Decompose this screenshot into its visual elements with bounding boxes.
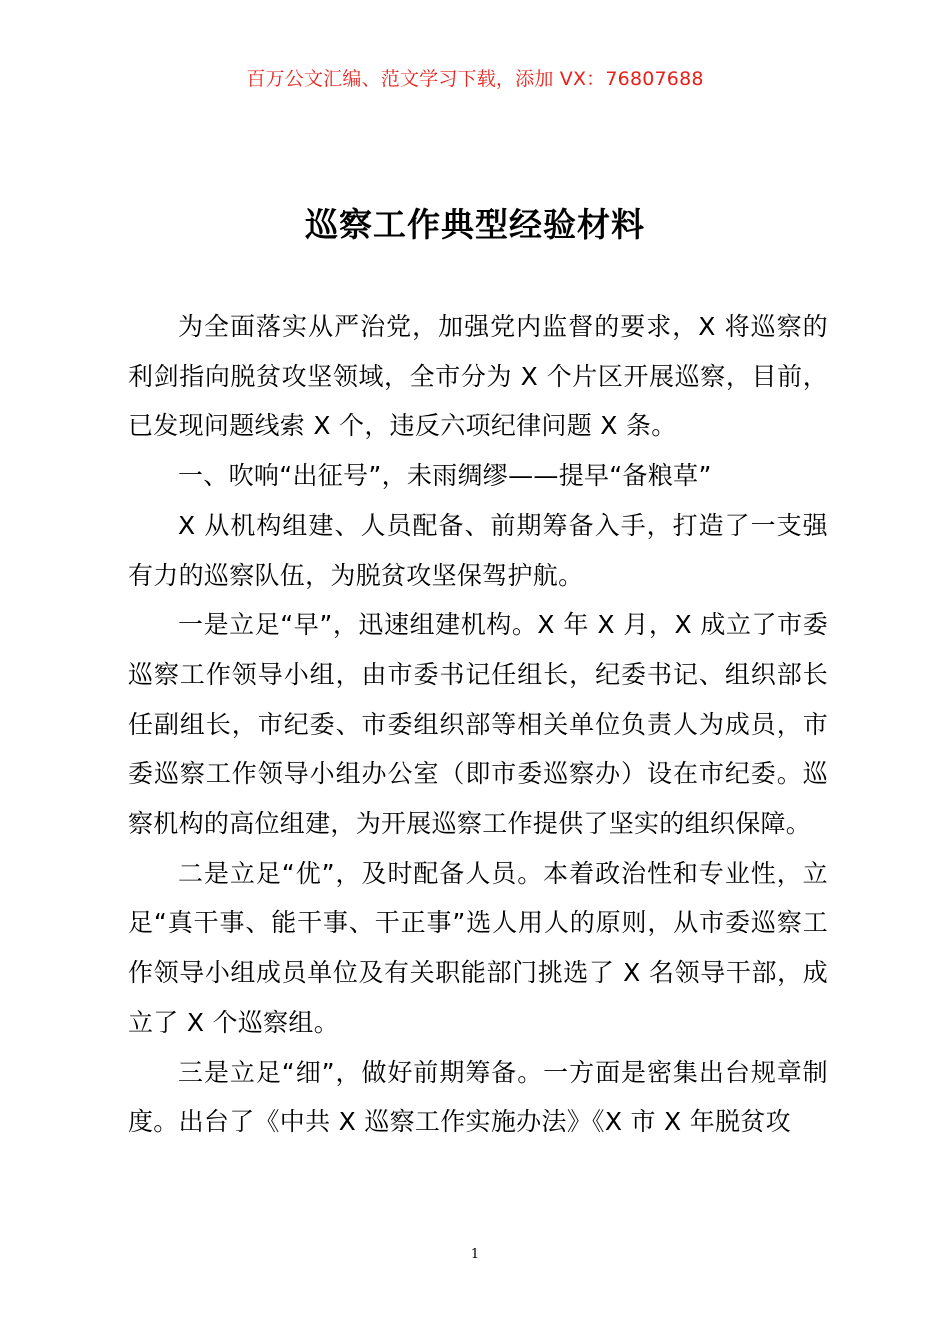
page-number: 1: [470, 1247, 480, 1262]
paragraph-point-excellent: 二是立足“优”，及时配备人员。本着政治性和专业性，立足“真干事、能干事、干正事”选人用人的原则，从市委巡察工作领导小组成员单位及有关职能部门挑选了 X 名领导干部，成立了 X 个巡察组。: [128, 858, 828, 1037]
document-title: 巡察工作典型经验材料: [305, 205, 645, 244]
paragraph-section-summary: X 从机构组建、人员配备、前期筹备入手，打造了一支强有力的巡察队伍，为脱贫攻坚保驾护航。: [128, 510, 828, 590]
paragraph-point-early: 一是立足“早”，迅速组建机构。X 年 X 月，X 成立了市委巡察工作领导小组，由市委书记任组长，纪委书记、组织部长任副组长，市纪委、市委组织部等相关单位负责人为成员，市委巡察工作领导小组办公室（即市委巡察办）设在市纪委。巡察机构的高位组建，为开展巡察工作提供了坚实的组织保障。: [128, 610, 828, 839]
paragraph-point-detailed: 三是立足“细”，做好前期筹备。一方面是密集出台规章制度。出台了《中共 X 巡察工作实施办法》《X 市 X 年脱贫攻: [128, 1057, 828, 1137]
document-body: [128, 302, 828, 1147]
paragraph-intro: 为全面落实从严治党，加强党内监督的要求，X 将巡察的利剑指向脱贫攻坚领域，全市分为 X 个片区开展巡察，目前，已发现问题线索 X 个，违反六项纪律问题 X 条。: [128, 312, 828, 441]
header-banner: 百万公文汇编、范文学习下载，添加 VX：76807688: [246, 68, 704, 90]
section-heading-1: 一、吹响“出征号”，未雨绸缪——提早“备粮草”: [178, 461, 712, 491]
